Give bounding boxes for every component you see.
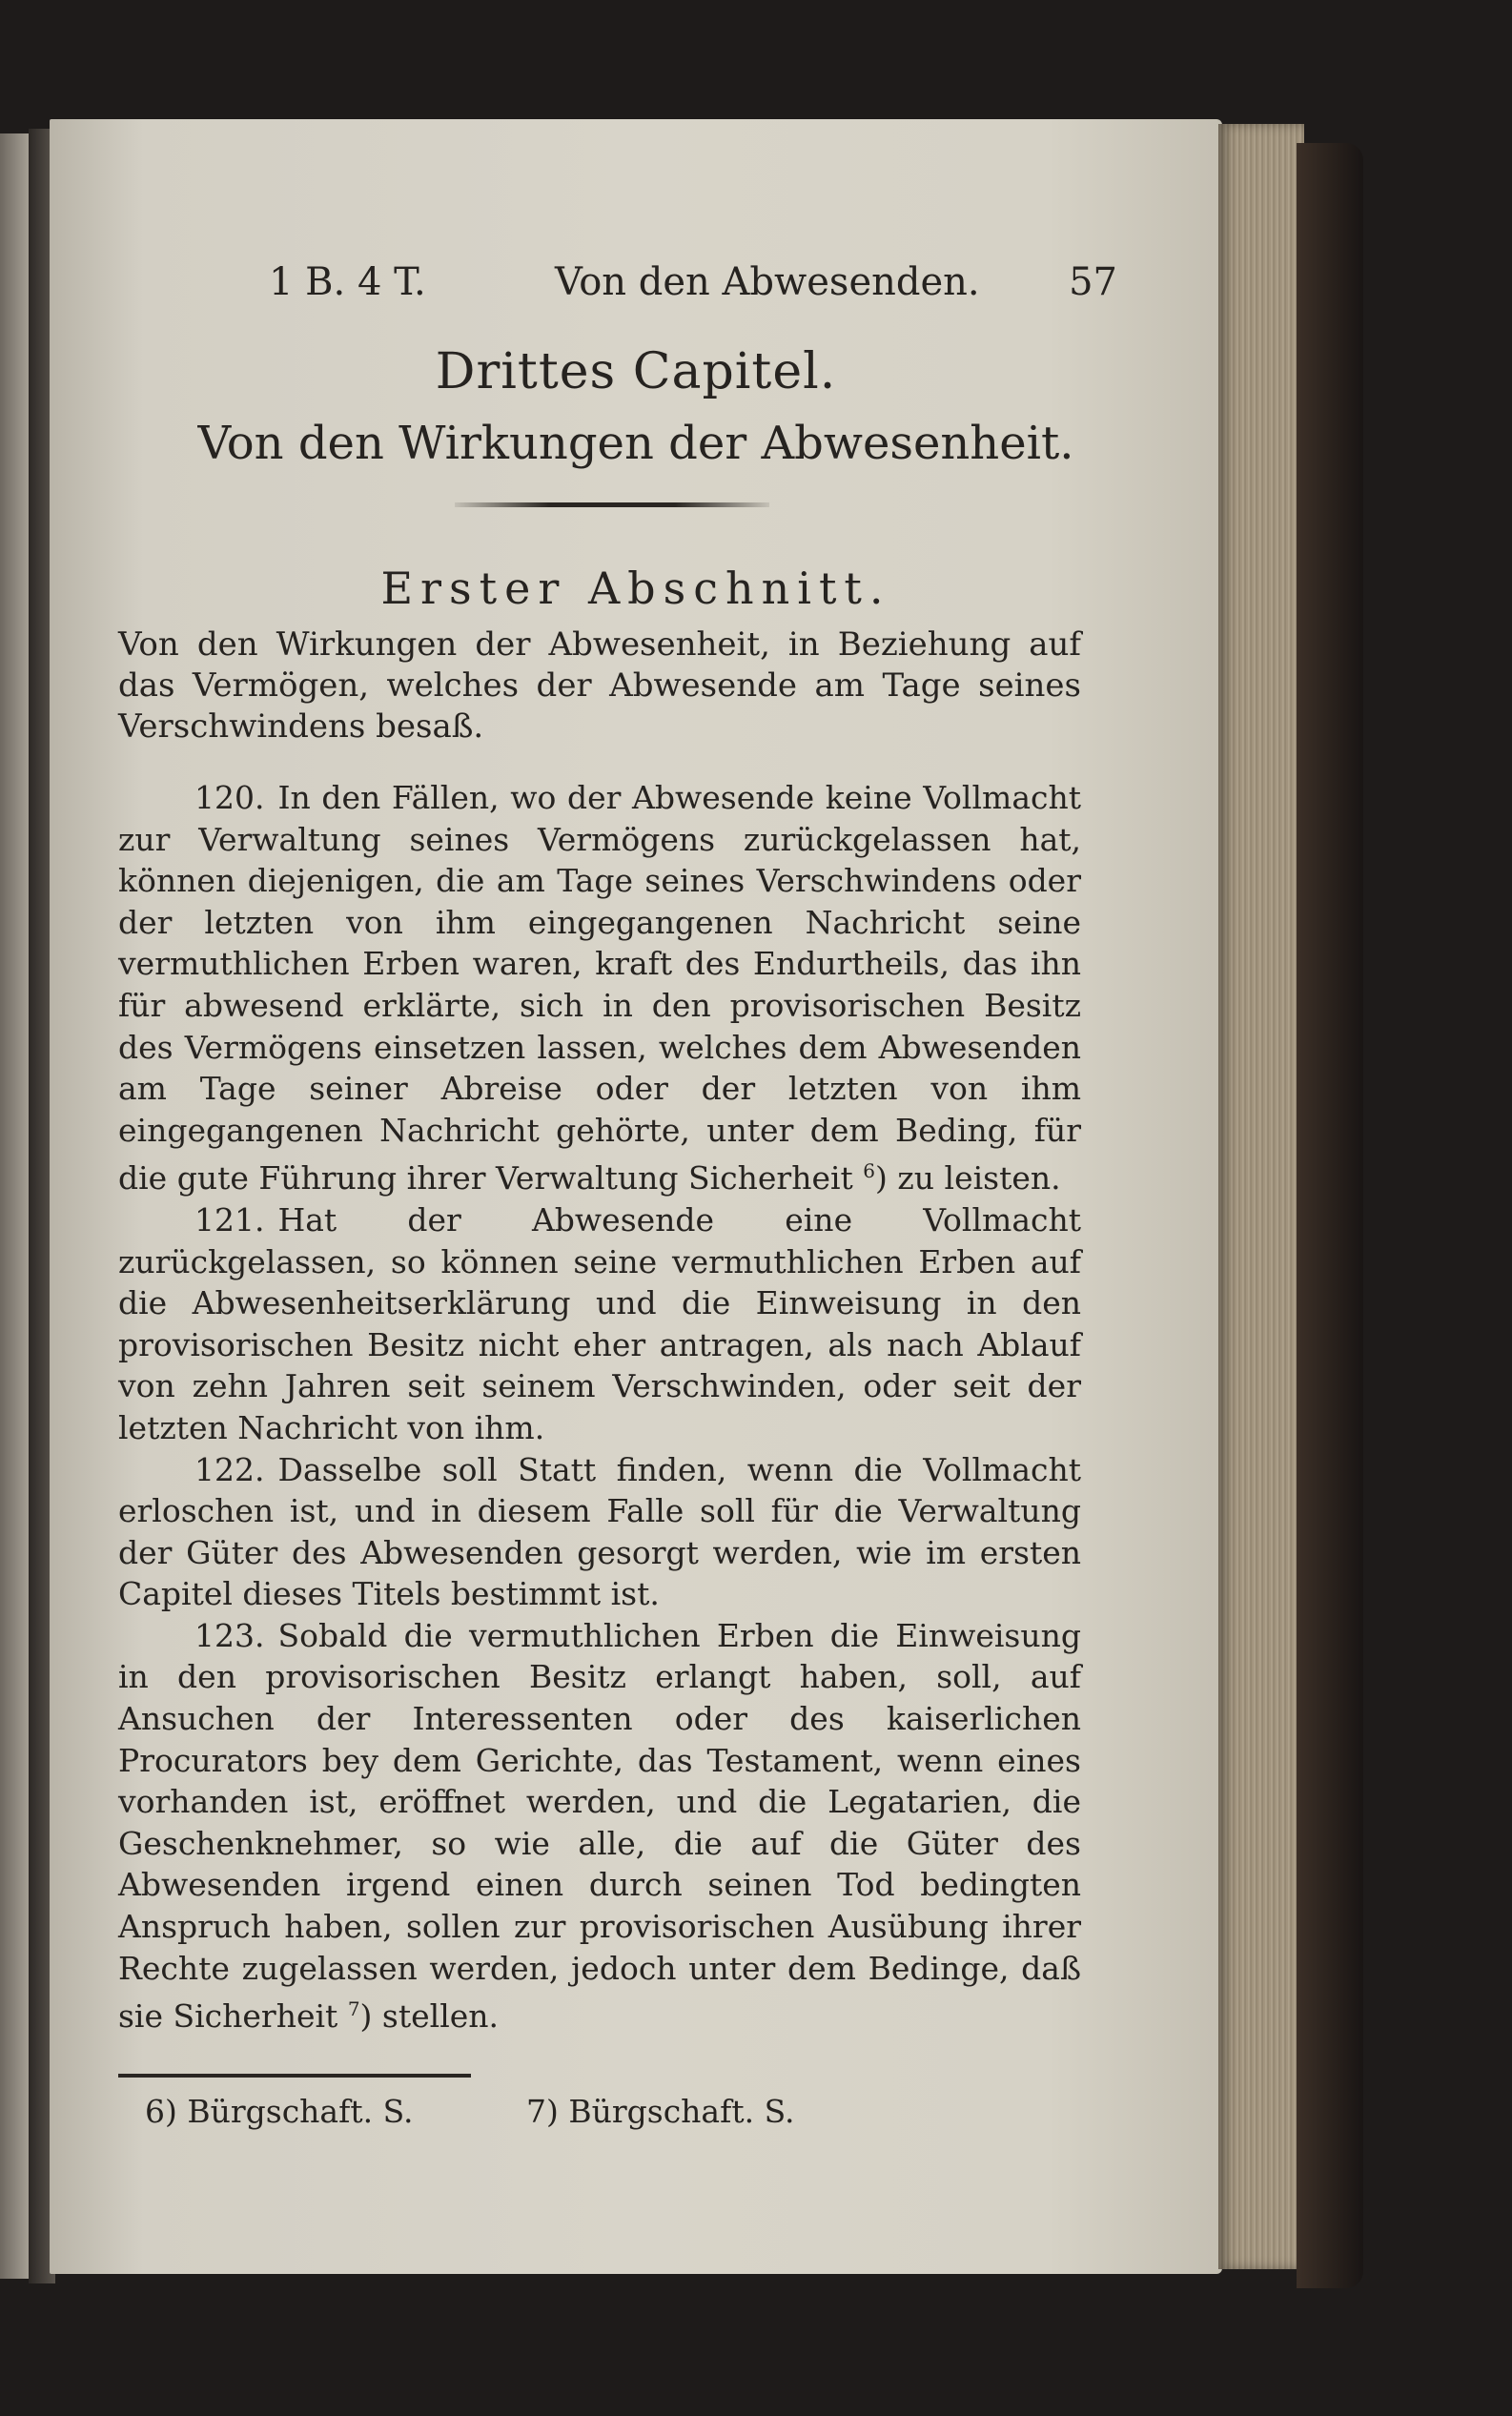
- footnote-marker: 6: [863, 1159, 876, 1183]
- chapter-subtitle: Von den Wirkungen der Abwesenheit.: [197, 417, 1074, 470]
- footnote-marker: 7: [347, 1997, 360, 2021]
- paragraph-number: 123.: [194, 1616, 265, 1654]
- page-edges: [1218, 124, 1304, 2269]
- footnote-7: 7) Bürgschaft. S.: [526, 2093, 795, 2130]
- paragraph-number: 120.: [194, 779, 265, 816]
- paragraph-121: [118, 1199, 1081, 1449]
- paragraph-number: 122.: [194, 1450, 265, 1488]
- section-title: Erster Abschnitt.: [380, 563, 891, 614]
- page-text: [50, 119, 1222, 2274]
- paragraph-text: Hat der Abwesende eine Vollmacht zurückgelassen, so können seine vermuthlichen Erben auf die Abwesenheitserklärung und die Einweisung in den provisorischen Besitz nicht eher antragen, als nach Ablauf von zehn Jahren seit seinem Verschwinden, oder seit der letzten Nachricht von ihm.: [118, 1200, 1081, 1446]
- paragraph-120: [118, 777, 1081, 1199]
- paragraph-text: In den Fällen, wo der Abwesende keine Vollmacht zur Verwaltung seines Vermögens zurückgelassen hat, können diejenigen, die am Tage seines Verschwindens oder der letzten von ihm eingegangenen Nachricht seine vermuthlichen Erben waren, kraft des Endurtheils, das ihn für abwesend erklärte, sich in den provisorischen Besitz des Vermögens einsetzen lassen, welches dem Abwesenden am Tage seiner Abreise oder der letzten von ihm eingegangenen Nachricht gehörte, unter dem Beding, für die gute Führung ihrer Verwaltung Sicherheit: [118, 779, 1081, 1198]
- book-cover-edge: [1297, 143, 1363, 2288]
- running-head-title: Von den Abwesenden.: [555, 260, 980, 304]
- paragraph-123: [118, 1615, 1081, 2037]
- section-description: Von den Wirkungen der Abwesenheit, in Beziehung auf das Vermögen, welches der Abwesende am Tage seines Verschwindens besaß.: [118, 625, 1081, 746]
- paragraph-tail: ) zu leisten.: [875, 1159, 1061, 1198]
- decorative-rule: [455, 502, 769, 507]
- paragraph-tail: ) stellen.: [359, 1997, 500, 2036]
- chapter-title: Drittes Capitel.: [435, 343, 837, 400]
- page-number: 57: [1069, 260, 1117, 304]
- footnote-6: 6) Bürgschaft. S.: [145, 2093, 414, 2130]
- body-text: [118, 777, 1081, 2037]
- paragraph-text: Dasselbe soll Statt finden, wenn die Vollmacht erloschen ist, und in diesem Falle soll für die Verwaltung der Güter des Abwesenden gesorgt werden, wie im ersten Capitel dieses Titels bestimmt ist.: [118, 1450, 1081, 1613]
- running-head: [269, 260, 1117, 317]
- paragraph-122: [118, 1449, 1081, 1615]
- running-head-volume: 1 B. 4 T.: [269, 260, 426, 304]
- footnote-rule: [118, 2074, 471, 2078]
- paragraph-number: 121.: [194, 1200, 265, 1239]
- paragraph-text: Sobald die vermuthlichen Erben die Einweisung in den provisorischen Besitz erlangt haben, soll, auf Ansuchen der Interessenten oder des kaiserlichen Procurators bey dem Gerichte, das Testament, wenn eines vorhanden ist, eröffnet werden, und die Legatarien, die Geschenknehmer, so wie alle, die auf die Güter des Abwesenden irgend einen durch seinen Tod bedingten Anspruch haben, sollen zur provisorischen Ausübung ihrer Rechte zugelassen werden, jedoch unter dem Bedinge, daß sie Sicherheit: [118, 1616, 1081, 2036]
